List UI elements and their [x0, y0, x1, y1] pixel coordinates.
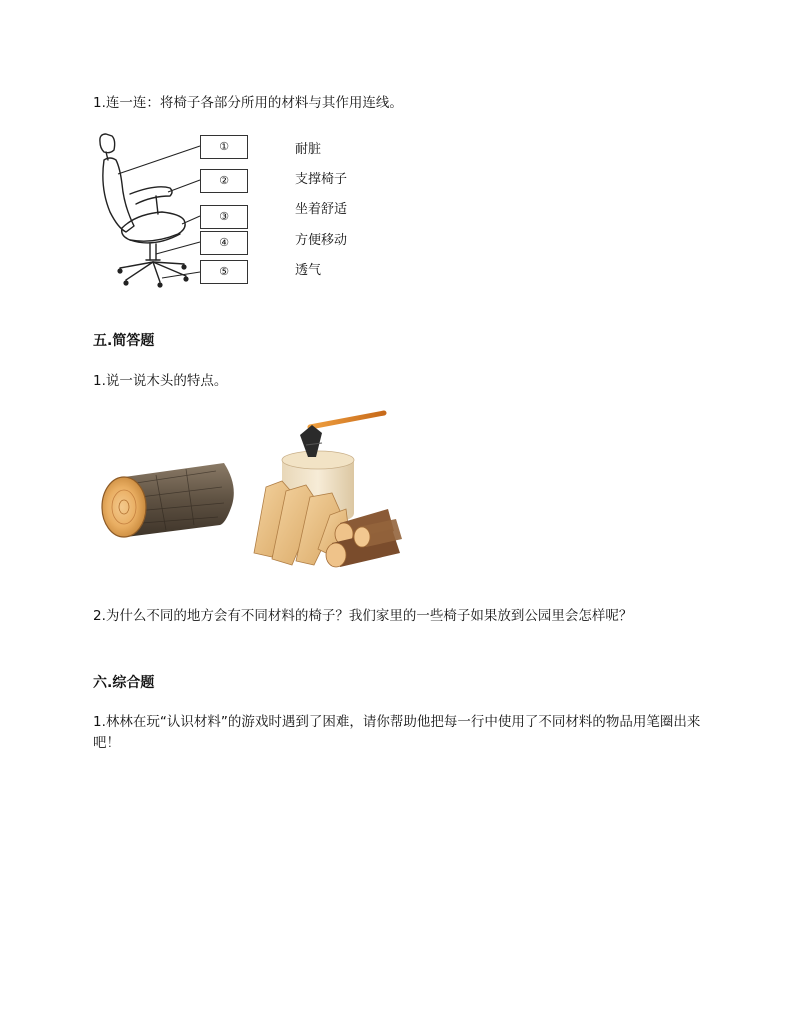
- label-box-5: ⑤: [200, 260, 248, 284]
- short-answer-1-text: 1.说一说木头的特点。: [93, 373, 228, 389]
- option-1: 耐脏: [295, 142, 322, 157]
- section-5-heading: 五.简答题: [93, 333, 155, 349]
- option-2: 支撑椅子: [295, 172, 348, 187]
- label-box-4: ④: [200, 231, 248, 255]
- question-1-text: 1.连一连：将椅子各部分所用的材料与其作用连线。: [93, 95, 403, 111]
- wood-log-illustration: [96, 405, 416, 575]
- option-5: 透气: [295, 263, 322, 278]
- label-box-1: ①: [200, 135, 248, 159]
- section-6-heading: 六.综合题: [93, 675, 155, 691]
- label-box-3: ③: [200, 205, 248, 229]
- short-answer-2-text: 2.为什么不同的地方会有不同材料的椅子？我们家里的一些椅子如果放到公园里会怎样呢？: [93, 608, 633, 624]
- label-box-2: ②: [200, 169, 248, 193]
- office-chair-illustration: [96, 128, 276, 288]
- option-3: 坐着舒适: [295, 202, 348, 217]
- comprehensive-1-text: 1.林林在玩“认识材料”的游戏时遇到了困难，请你帮助他把每一行中使用了不同材料的物品用笔圈出来吧！: [93, 714, 701, 751]
- option-4: 方便移动: [295, 233, 348, 248]
